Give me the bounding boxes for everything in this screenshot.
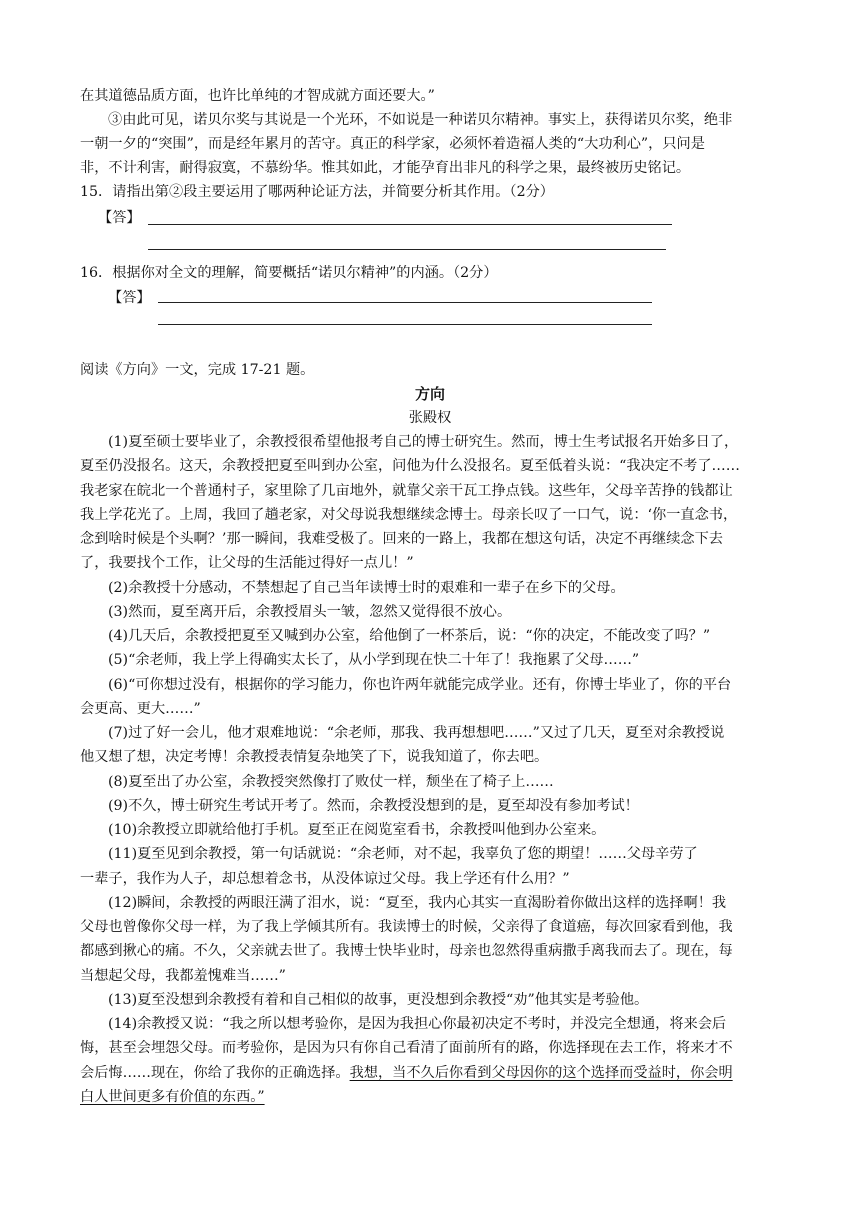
answer-label-15: 【答】: [98, 210, 141, 226]
underlined-sentence: 我想，当不久后你看到父母因你的这个选择而受益时，你会明: [349, 1064, 733, 1081]
article-line-text: (13)夏至没想到余教授有着和自己相似的故事，更没想到余教授“劝”他其实是考验他。: [108, 991, 649, 1008]
article-line-text: 会后悔……现在，你给了我你的正确选择。: [80, 1064, 350, 1081]
article-line-text: 念到啥时候是个头啊？’那一瞬间，我难受极了。回来的一路上，我都在想这句话，决定不再继续念下去: [80, 531, 723, 547]
article-line-text: (2)余教授十分感动，不禁想起了自己当年读博士时的艰难和一辈子在乡下的父母。: [108, 579, 625, 596]
article-line: [108, 600, 511, 624]
paragraph-3-line: 非，不计利害，耐得寂寞，不慕纷华。惟其如此，才能孕育出非凡的科学之果，最终被历史铭记。: [80, 160, 691, 176]
article-line-text: 我老家在皖北一个普通村子，家里除了几亩地外，就靠父亲干瓦工挣点钱。这些年，父母辛苦挣的钱都让: [80, 482, 733, 499]
article-line: [108, 794, 639, 818]
underlined-sentence: 白人世间更多有价值的东西。”: [80, 1088, 265, 1105]
article-line: [80, 745, 548, 769]
answer-line-15b[interactable]: [148, 249, 666, 250]
article-line-text: 悔，甚至会埋怨父母。而考验你，是因为只有你自己看清了面前所有的路，你选择现在去工作，将来才不: [80, 1040, 733, 1057]
article-line: [108, 624, 710, 648]
article-line: [108, 891, 726, 915]
article-line-text: 了，我要找个工作，让父母的生活能过得好一点儿！”: [80, 555, 414, 572]
answer-line-16b[interactable]: [158, 324, 652, 325]
article-line: [108, 648, 639, 672]
article-line-text: 会更高、更大……”: [80, 700, 201, 717]
answer-line-15a[interactable]: [148, 224, 672, 225]
article-line: [108, 842, 698, 866]
article-line: [108, 576, 625, 600]
article-line-text: (9)不久，博士研究生考试开考了。然而，余教授没想到的是，夏至却没有参加考试！: [108, 797, 639, 814]
article-line-text: (7)过了好一会儿，他才艰难地说：“余老师，那我、我再想想吧……”又过了几天，夏至对余教授说: [108, 725, 725, 741]
article-line: [80, 697, 201, 721]
article-line: [80, 479, 733, 503]
article-line-text: 当想起父母，我都羞愧难当……”: [80, 967, 286, 984]
article-line-text: (12)瞬间，余教授的两眼汪满了泪水，说：“夏至，我内心其实一直渴盼着你做出这样的选择啊！我: [108, 894, 727, 911]
article-line-text: 一辈子，我作为人子，却总想着念书，从没体谅过父母。我上学还有什么用？”: [80, 870, 570, 887]
article-line-text: 他又想了想，决定考博！余教授表情复杂地笑了下，说我知道了，你去吧。: [80, 749, 549, 766]
article-line: [108, 721, 724, 745]
article-line: [108, 818, 605, 842]
article-line: [108, 988, 648, 1012]
article-line-text: (14)余教授又说：“我之所以想考验你，是因为我担心你最初决定不考时，并没完全想通，将来会后: [108, 1016, 727, 1032]
article-line: [80, 915, 733, 939]
question-16: 16．根据你对全文的理解，简要概括“诺贝尔精神”的内涵。（2分）: [80, 265, 498, 281]
article-line-text: (3)然而，夏至离开后，余教授眉头一皱，忽然又觉得很不放心。: [108, 603, 512, 620]
article-title: 方向: [414, 385, 445, 403]
article-line: [80, 1061, 733, 1085]
article-line-text: (10)余教授立即就给他打手机。夏至正在阅览室看书，余教授叫他到办公室来。: [108, 822, 606, 838]
article-line: [80, 454, 740, 478]
paragraph-3-line: ③由此可见，诺贝尔奖与其说是一个光环，不如说是一种诺贝尔精神。事实上，获得诺贝尔奖，绝非: [108, 112, 733, 128]
article-line: [80, 527, 723, 551]
reading-instruction: 阅读《方向》一文，完成 17-21 题。: [80, 362, 315, 378]
article-line: [80, 551, 414, 575]
article-line: [108, 770, 554, 794]
article-line-text: (4)几天后，余教授把夏至又喊到办公室，给他倒了一杯茶后，说：“你的决定，不能改变了吗？”: [108, 628, 711, 644]
article-line-text: (6)“可你想过没有，根据你的学习能力，你也许两年就能完成学业。还有，你博士毕业了，你的平台: [108, 676, 732, 693]
article-line-text: (8)夏至出了办公室，余教授突然像打了败仗一样，颓坐在了椅子上……: [108, 773, 554, 790]
article-line-text: (1)夏至硕士要毕业了，余教授很希望他报考自己的博士研究生。然而，博士生考试报名开始多日了，: [108, 434, 739, 450]
answer-label-16: 【答】: [108, 290, 151, 306]
article-line: [80, 1036, 733, 1060]
article-line-text: (11)夏至见到余教授，第一句话就说：“余老师，对不起，我辜负了您的期望！……父母辛劳了: [108, 846, 698, 863]
article-line: [80, 964, 286, 988]
answer-line-16a[interactable]: [158, 302, 652, 303]
article-line: [108, 673, 731, 697]
article-line: [108, 430, 738, 454]
article-line: [80, 867, 570, 891]
article-line: [80, 939, 733, 963]
article-line-text: 都感到揪心的痛。不久，父亲就去世了。我博士快毕业时，母亲也忽然得重病撒手离我而去了。现在，每: [80, 943, 733, 960]
article-author: 张殿权: [408, 410, 452, 426]
article-line-text: (5)“余老师，我上学上得确实太长了，从小学到现在快二十年了！我拖累了父母……”: [108, 652, 640, 669]
article-line-text: 父母也曾像你父母一样，为了我上学倾其所有。我读博士的时候，父亲得了食道癌，每次回家看到他，我: [80, 919, 733, 935]
article-line: [80, 503, 737, 527]
paragraph-3-line: 一朝一夕的“突围”，而是经年累月的苦守。真正的科学家，必须怀着造福人类的“大功利心”，只问是: [80, 136, 705, 152]
question-15: 15．请指出第②段主要运用了哪两种论证方法，并简要分析其作用。（2分）: [80, 184, 554, 200]
article-line-text: 我上学花光了。上周，我回了趟老家，对父母说我想继续念博士。母亲长叹了一口气，说：‘你一直念书，: [80, 506, 738, 523]
article-line: [108, 1012, 726, 1036]
article-line-text: 夏至仍没报名。这天，余教授把夏至叫到办公室，问他为什么没报名。夏至低着头说：“我决定不考了……: [80, 458, 740, 475]
text-line: 在其道德品质方面，也许比单纯的才智成就方面还要大。”: [80, 88, 435, 104]
article-line: [80, 1085, 265, 1109]
